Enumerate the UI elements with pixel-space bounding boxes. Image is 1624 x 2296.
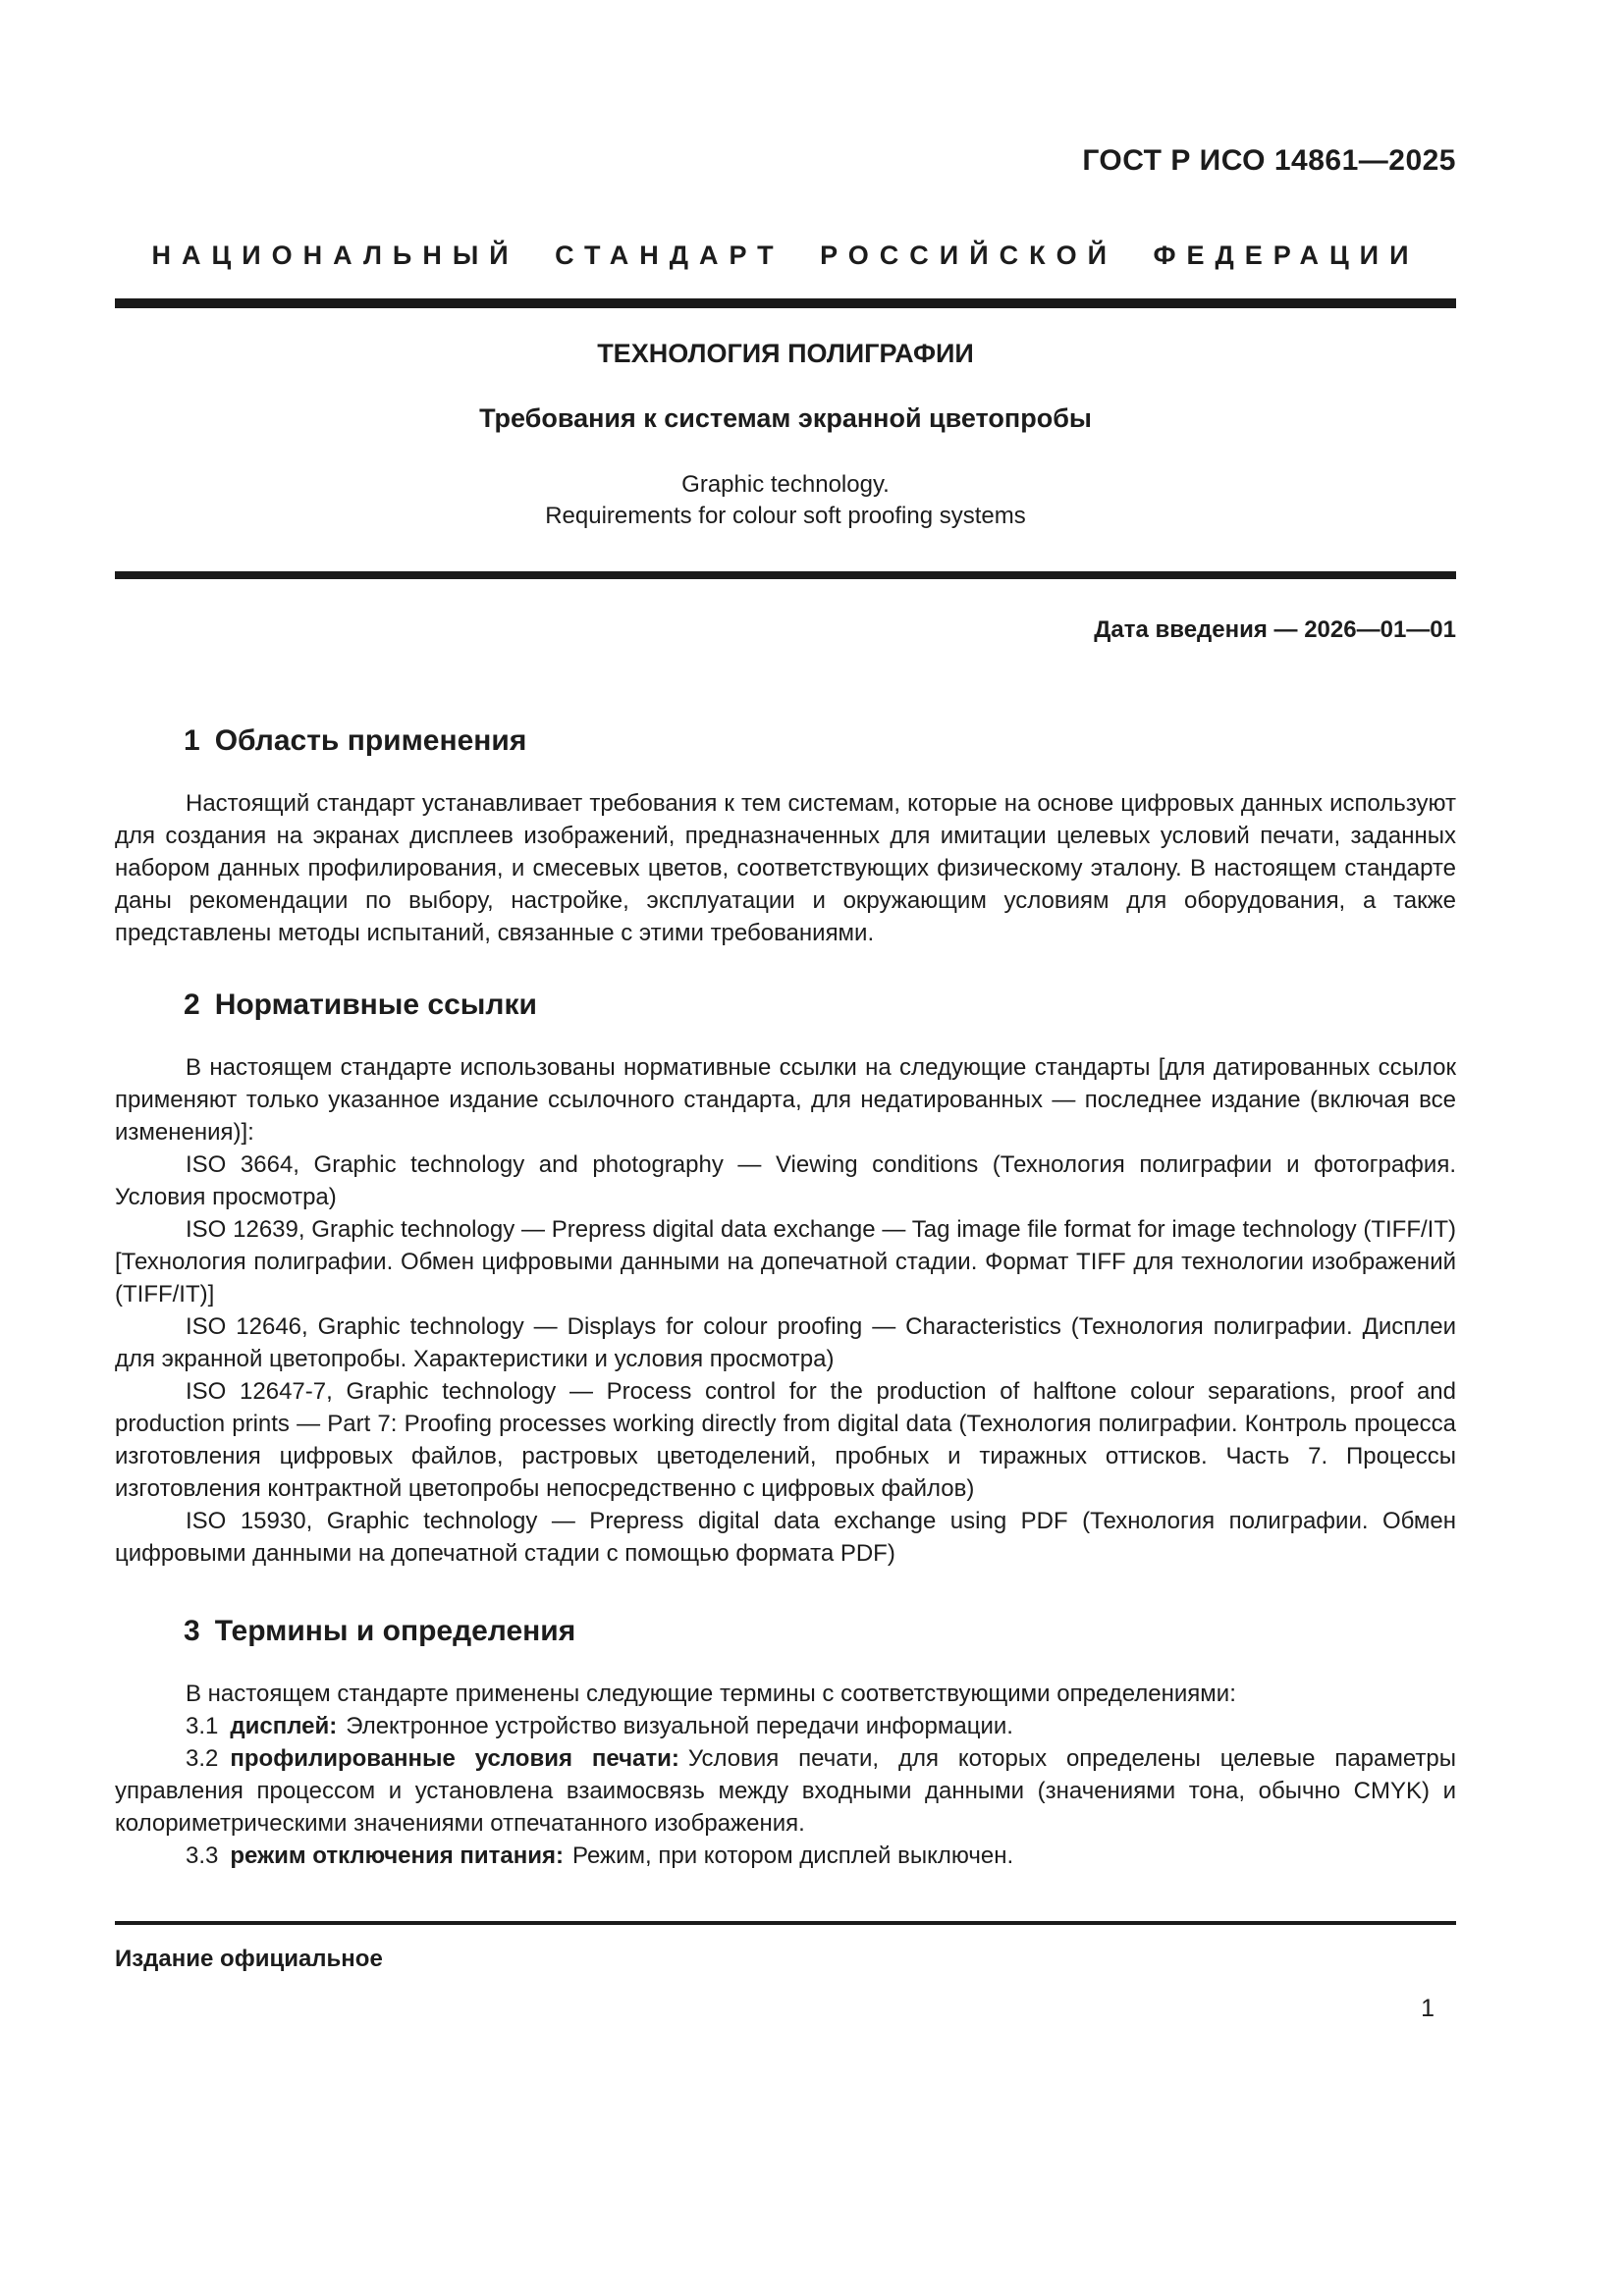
- section-3-number: 3: [184, 1615, 200, 1647]
- title-en-line1: Graphic technology.: [681, 471, 890, 498]
- doc-number: ГОСТ Р ИСО 14861—2025: [1082, 144, 1456, 177]
- definition-text: Режим, при котором дисплей выключен.: [572, 1842, 1014, 1869]
- section-2-heading: [115, 988, 1456, 1022]
- iso-reference-15930: ISO 15930, Graphic technology — Prepress digital data exchange using PDF (Технология полиграфии. Обмен цифровыми данными на допечатной стадии с помощью формата PDF): [115, 1508, 1456, 1567]
- title-en: [115, 469, 1456, 532]
- title-en-line2: Requirements for colour soft proofing systems: [545, 503, 1026, 529]
- section-1-heading: [115, 724, 1456, 758]
- title-ru: ТЕХНОЛОГИЯ ПОЛИГРАФИИ: [597, 339, 974, 368]
- iso-reference-12646: ISO 12646, Graphic technology — Displays for colour proofing — Characteristics (Технология полиграфии. Дисплеи для экранной цветопробы. Характеристики и условия просмотра): [115, 1313, 1456, 1372]
- section-1-paragraph: Настоящий стандарт устанавливает требования к тем системам, которые на основе цифровых данных используют для создания на экранах дисплеев изображений, предназначенных для имитации целевых условий печати, заданных набором данных профилирования, и смесевых цветов, соответствующих физическому эталону. В настоящем стандарте даны рекомендации по выбору, настройке, эксплуатации и окружающим условиям для оборудования, а также представлены методы испытаний, связанные с этими требованиями.: [115, 790, 1456, 946]
- definition-text: Электронное устройство визуальной передачи информации.: [346, 1713, 1013, 1739]
- definition-text: Условия печати, для которых определены целевые параметры управления процессом и установлена взаимосвязь между входными данными (значениями тона, обычно CMYK) и колориметрическими значениями отпечатанного изображения.: [115, 1745, 1457, 1837]
- definition-item-3-3: [115, 1840, 1456, 1872]
- section-2-intro: В настоящем стандарте использованы нормативные ссылки на следующие стандарты [для датированных ссылок применяют только указанное издание ссылочного стандарта, для недатированных — последнее издание (включая все изменения)]:: [115, 1054, 1456, 1146]
- definition-number: 3.2: [186, 1745, 219, 1772]
- definition-term: режим отключения питания:: [230, 1842, 565, 1869]
- section-2-title: Нормативные ссылки: [214, 988, 537, 1021]
- divider-rule-title: [115, 571, 1456, 579]
- iso-reference-12647-7: ISO 12647-7, Graphic technology — Process control for the production of halftone colour separations, proof and production prints — Part 7: Proofing processes working directly from digital data (Технология полиграфии. Контроль процесса изготовления цифровых файлов, растровых цветоделений, пробных и тиражных оттисков. Часть 7. Процессы изготовления контрактной цветопробы непосредственно с цифровых файлов): [115, 1378, 1456, 1502]
- section-1-number: 1: [184, 724, 200, 757]
- national-standard-banner: НАЦИОНАЛЬНЫЙ СТАНДАРТ РОССИЙСКОЙ ФЕДЕРАЦИИ: [151, 240, 1420, 270]
- section-3-title: Термины и определения: [214, 1615, 576, 1647]
- footer-rule: [115, 1921, 1456, 1925]
- effective-date: Дата введения — 2026—01—01: [1094, 616, 1456, 643]
- divider-rule-top: [115, 298, 1456, 308]
- edition-note: Издание официальное: [115, 1946, 383, 1972]
- definition-item-3-1: [115, 1710, 1456, 1742]
- definition-number: 3.1: [186, 1713, 219, 1739]
- section-3-heading: [115, 1615, 1456, 1648]
- definition-item-3-2: [115, 1742, 1456, 1840]
- section-2-number: 2: [184, 988, 200, 1021]
- section-3-intro: В настоящем стандарте применены следующие термины с соответствующими определениями:: [186, 1681, 1236, 1707]
- section-1-title: Область применения: [214, 724, 527, 757]
- iso-reference-12639: ISO 12639, Graphic technology — Prepress digital data exchange — Tag image file format for image technology (TIFF/IT) [Технология полиграфии. Обмен цифровыми данными на допечатной стадии. Формат TIFF для технологии изображений (TIFF/IT)]: [115, 1216, 1456, 1308]
- definition-number: 3.3: [186, 1842, 219, 1869]
- subtitle-ru: Требования к системам экранной цветопробы: [479, 403, 1092, 433]
- definition-term: дисплей:: [230, 1713, 338, 1739]
- definition-term: профилированные условия печати:: [230, 1745, 679, 1772]
- iso-reference-3664: ISO 3664, Graphic technology and photography — Viewing conditions (Технология полиграфии и фотография. Условия просмотра): [115, 1151, 1456, 1210]
- page-number: 1: [1421, 1995, 1435, 2022]
